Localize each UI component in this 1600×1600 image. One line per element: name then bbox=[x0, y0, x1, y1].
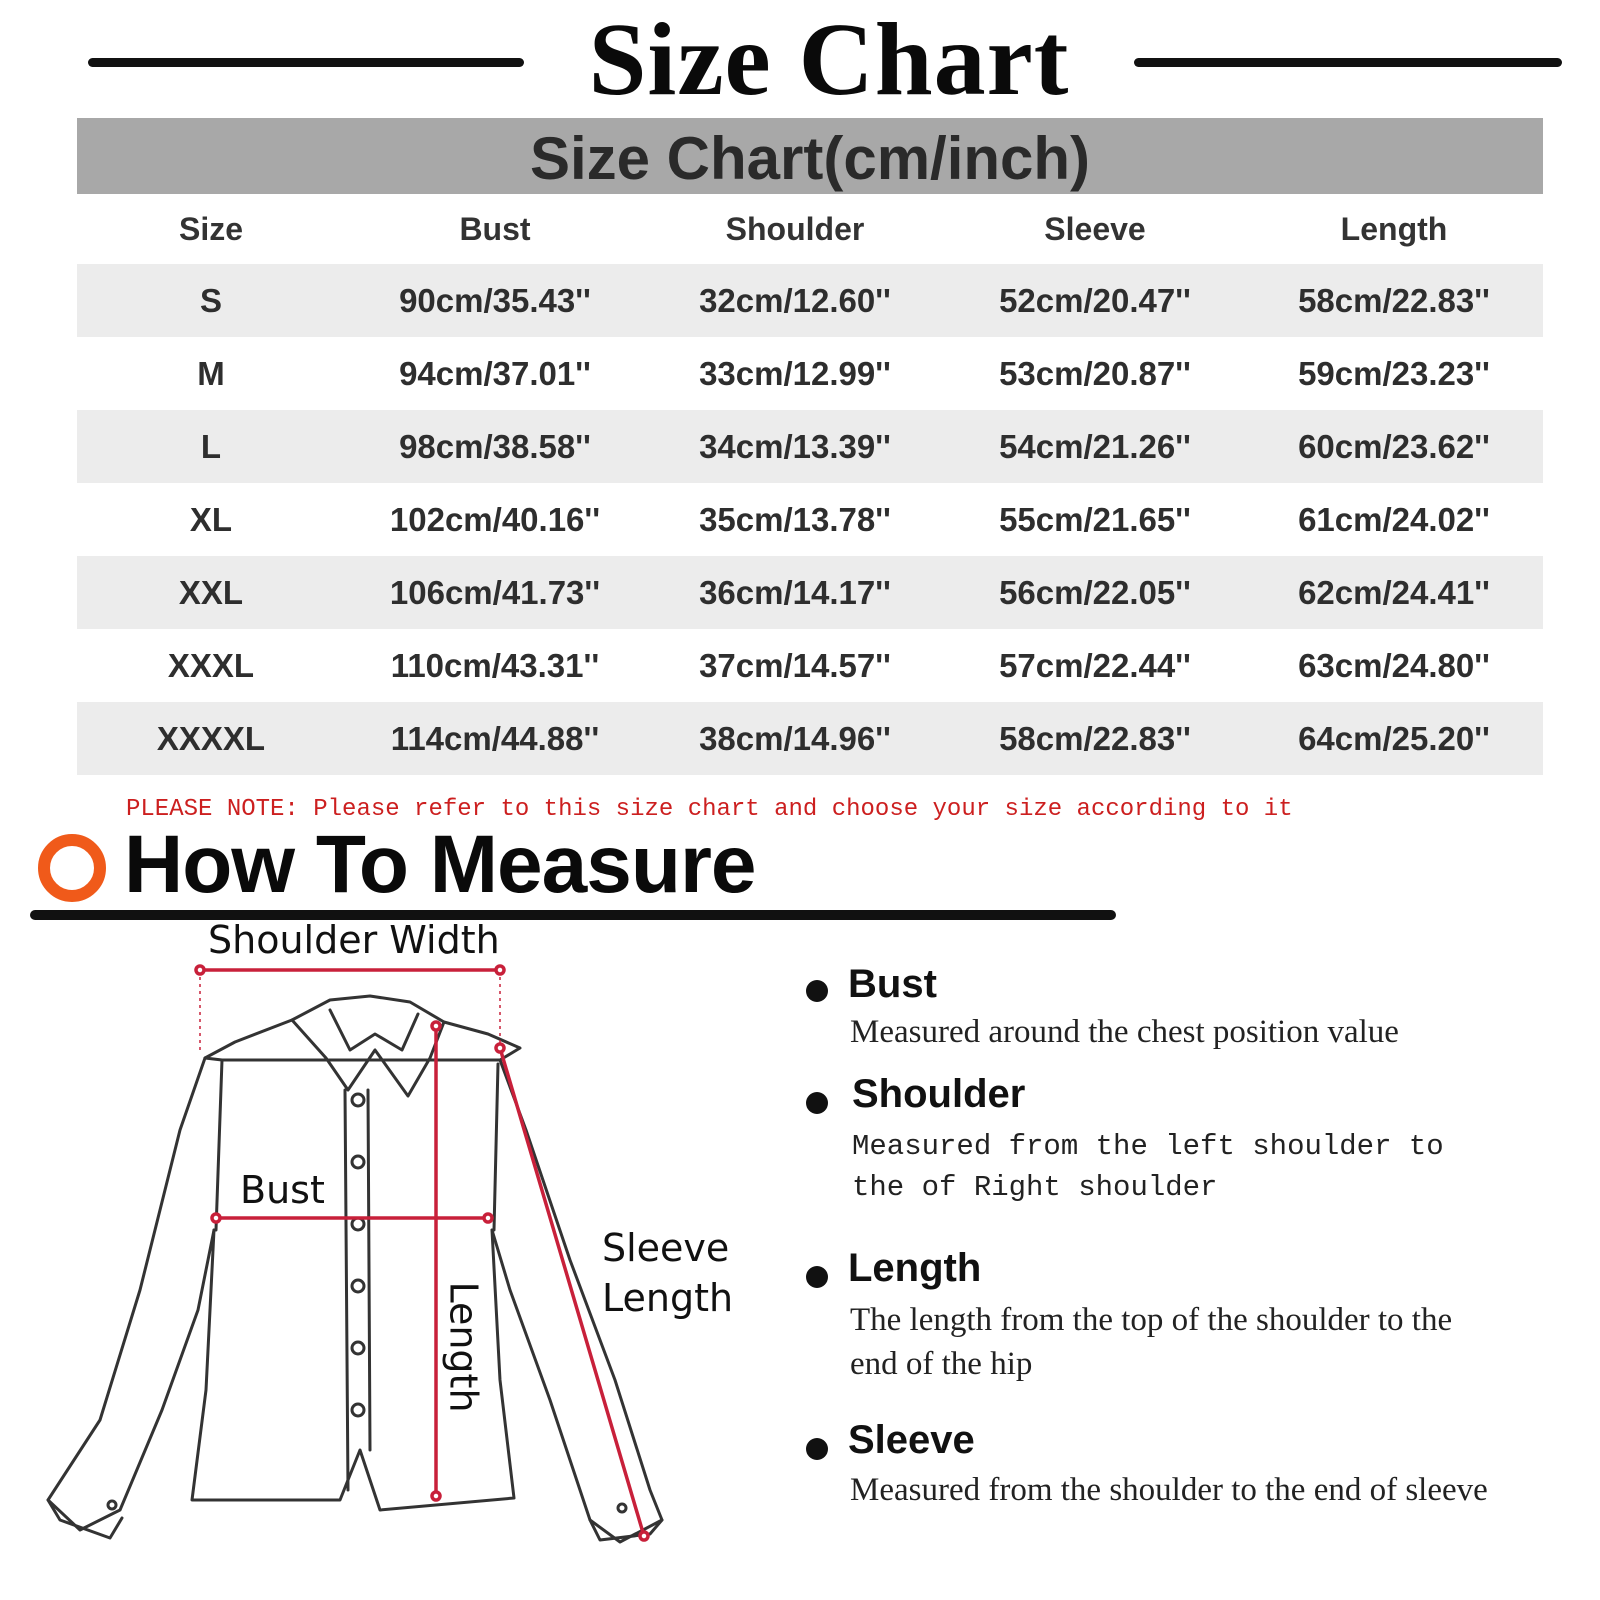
measure-item-title: Sleeve bbox=[848, 1418, 975, 1462]
column-header: Length bbox=[1340, 210, 1448, 247]
table-cell: 57cm/22.44'' bbox=[999, 646, 1191, 684]
bullet-icon bbox=[806, 1438, 828, 1460]
table-cell: 59cm/23.23'' bbox=[1298, 354, 1490, 392]
measure-item-text: Measured around the chest position value bbox=[850, 1014, 1399, 1050]
table-row bbox=[77, 629, 1543, 702]
measure-item-sleeve bbox=[800, 1418, 1580, 1564]
table-cell: 63cm/24.80'' bbox=[1298, 646, 1490, 684]
length-label: Length bbox=[441, 1281, 486, 1413]
table-row bbox=[77, 337, 1543, 410]
table-cell: 36cm/14.17'' bbox=[699, 573, 891, 611]
title-rule-left bbox=[88, 58, 524, 67]
table-cell: 35cm/13.78'' bbox=[699, 500, 891, 538]
size-note: PLEASE NOTE: Please refer to this size chart and choose your size according to it bbox=[126, 796, 1293, 823]
section-rule bbox=[30, 910, 1116, 920]
title-rule-right bbox=[1134, 58, 1562, 67]
column-header: Shoulder bbox=[725, 210, 865, 247]
column-header: Sleeve bbox=[1044, 210, 1146, 247]
column-header: Size bbox=[178, 210, 244, 247]
table-row bbox=[77, 556, 1543, 629]
bullet-icon bbox=[806, 1266, 828, 1288]
table-cell: XXXL bbox=[167, 646, 255, 684]
table-cell: 106cm/41.73'' bbox=[389, 573, 601, 611]
table-cell: 62cm/24.41'' bbox=[1298, 573, 1490, 611]
page-title: Size Chart bbox=[588, 2, 1070, 117]
table-cell: 58cm/22.83'' bbox=[1298, 281, 1490, 319]
table-cell: L bbox=[200, 427, 222, 465]
table-cell: 110cm/43.31'' bbox=[390, 646, 600, 684]
table-cell: 34cm/13.39'' bbox=[699, 427, 891, 465]
table-cell: 33cm/12.99'' bbox=[699, 354, 891, 392]
size-table bbox=[77, 194, 1543, 775]
bullet-icon bbox=[806, 1092, 828, 1114]
table-header-row bbox=[77, 194, 1543, 264]
table-cell: 64cm/25.20'' bbox=[1298, 719, 1490, 757]
table-cell: XXXXL bbox=[156, 719, 266, 757]
table-cell: 54cm/21.26'' bbox=[999, 427, 1191, 465]
table-cell: 114cm/44.88'' bbox=[390, 719, 600, 757]
table-cell: XXL bbox=[178, 573, 244, 611]
ring-bullet-icon bbox=[38, 834, 106, 902]
sleeve-label-line1: Sleeve bbox=[602, 1226, 730, 1270]
sleeve-label-line2: Length bbox=[602, 1276, 734, 1320]
table-cell: 94cm/37.01'' bbox=[399, 354, 591, 392]
measure-item-text: Measured from the shoulder to the end of sleeve bbox=[850, 1472, 1488, 1508]
table-cell: 37cm/14.57'' bbox=[699, 646, 891, 684]
measure-item-text: The length from the top of the shoulder to the end of the hip bbox=[850, 1302, 1453, 1382]
table-cell: S bbox=[199, 281, 222, 319]
table-cell: 38cm/14.96'' bbox=[699, 719, 891, 757]
measure-item-shoulder bbox=[800, 1072, 1580, 1206]
table-row bbox=[77, 410, 1543, 483]
bust-label: Bust bbox=[240, 1168, 325, 1212]
table-cell: XL bbox=[189, 500, 233, 538]
measure-item-title: Length bbox=[848, 1246, 982, 1290]
table-cell: 32cm/12.60'' bbox=[699, 281, 891, 319]
table-cell: 102cm/40.16'' bbox=[389, 500, 601, 538]
table-cell: 90cm/35.43'' bbox=[399, 281, 591, 319]
column-header: Bust bbox=[459, 210, 531, 247]
table-cell: 56cm/22.05'' bbox=[999, 573, 1191, 611]
table-cell: 60cm/23.62'' bbox=[1298, 427, 1490, 465]
table-cell: M bbox=[197, 354, 225, 392]
measure-item-title: Shoulder bbox=[852, 1072, 1026, 1116]
table-cell: 52cm/20.47'' bbox=[999, 281, 1191, 319]
table-cell: 61cm/24.02'' bbox=[1298, 500, 1490, 538]
table-cell: 58cm/22.83'' bbox=[999, 719, 1191, 757]
measure-diagram bbox=[30, 918, 770, 1590]
table-row bbox=[77, 483, 1543, 556]
table-cell: 53cm/20.87'' bbox=[999, 354, 1191, 392]
measure-item-bust bbox=[800, 962, 1580, 1066]
measure-item-title: Bust bbox=[848, 962, 937, 1006]
measure-item-text: Measured from the left shoulder to the of Right shoulder bbox=[852, 1130, 1444, 1204]
table-row bbox=[77, 702, 1543, 775]
measure-item-length bbox=[800, 1246, 1580, 1390]
bullet-icon bbox=[806, 980, 828, 1002]
shoulder-width-label: Shoulder Width bbox=[208, 918, 500, 962]
table-cell: 55cm/21.65'' bbox=[999, 500, 1191, 538]
table-cell: 98cm/38.58'' bbox=[399, 427, 591, 465]
table-row bbox=[77, 264, 1543, 337]
table-title-band: Size Chart(cm/inch) bbox=[77, 118, 1543, 194]
section-title: How To Measure bbox=[124, 819, 756, 910]
